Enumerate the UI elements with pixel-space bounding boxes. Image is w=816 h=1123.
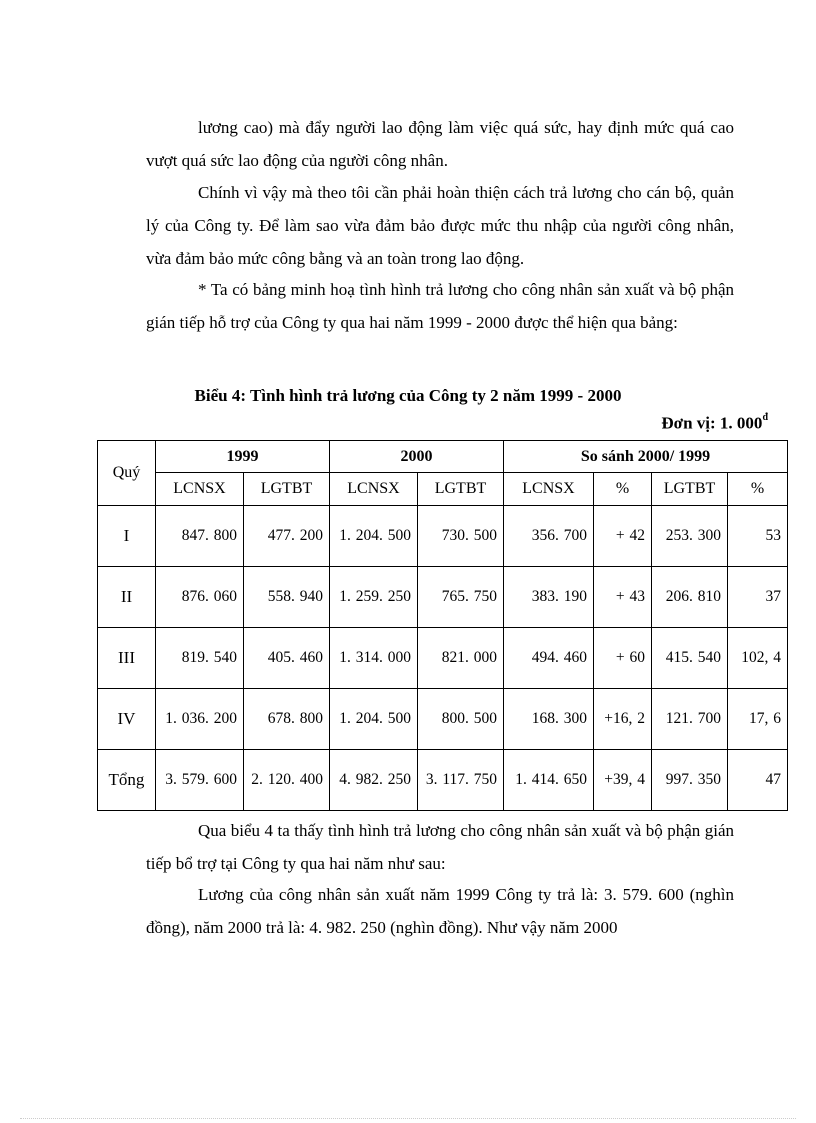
- paragraph-continuation: [146, 111, 734, 177]
- row-label: II: [98, 567, 156, 628]
- paragraph-table-intro: [146, 273, 734, 339]
- table-row: [98, 506, 788, 567]
- table-cell: 102, 4: [728, 628, 788, 689]
- subheader-lgtbt-2000: LGTBT: [418, 473, 504, 506]
- group-header-1999: 1999: [156, 441, 330, 473]
- row-label: III: [98, 628, 156, 689]
- table-cell: 2. 120. 400: [244, 750, 330, 811]
- subheader-lcnsx-diff: LCNSX: [504, 473, 594, 506]
- quarter-header: Quý: [98, 441, 156, 506]
- table-cell: + 42: [594, 506, 652, 567]
- table-cell: 405. 460: [244, 628, 330, 689]
- table-header-row: [98, 441, 788, 473]
- table-unit: [661, 408, 768, 436]
- table-cell: 847. 800: [156, 506, 244, 567]
- group-header-2000: 2000: [330, 441, 504, 473]
- paragraph-text: Qua biểu 4 ta thấy tình hình trả lương cho công nhân sản xuất và bộ phận gián tiếp bổ trợ tại Công ty qua hai năm như sau:: [146, 821, 734, 873]
- table-cell: 1. 204. 500: [330, 506, 418, 567]
- table-row: [98, 628, 788, 689]
- table-cell: + 43: [594, 567, 652, 628]
- table-cell: 477. 200: [244, 506, 330, 567]
- subheader-lgtbt-diff: LGTBT: [652, 473, 728, 506]
- table-cell: 1. 314. 000: [330, 628, 418, 689]
- subheader-lgtbt-pct: %: [728, 473, 788, 506]
- table-cell: 47: [728, 750, 788, 811]
- group-header-comparison: So sánh 2000/ 1999: [504, 441, 788, 473]
- table-cell: 383. 190: [504, 567, 594, 628]
- row-label: I: [98, 506, 156, 567]
- table-cell: 206. 810: [652, 567, 728, 628]
- table-row: [98, 567, 788, 628]
- table-cell: 821. 000: [418, 628, 504, 689]
- table-cell: 415. 540: [652, 628, 728, 689]
- table-cell: 765. 750: [418, 567, 504, 628]
- table-cell: 494. 460: [504, 628, 594, 689]
- paragraph-text: Lương của công nhân sản xuất năm 1999 Công ty trả là: 3. 579. 600 (nghìn đồng), năm 2000 trả là: 4. 982. 250 (nghìn đồng). Như vậy năm 2000: [146, 885, 734, 937]
- paragraph-analysis: [146, 814, 734, 880]
- table-cell: 121. 700: [652, 689, 728, 750]
- subheader-lcnsx-2000: LCNSX: [330, 473, 418, 506]
- paragraph-text: * Ta có bảng minh hoạ tình hình trả lương cho công nhân sản xuất và bộ phận gián tiếp hỗ trợ của Công ty qua hai năm 1999 - 2000 được thể hiện qua bảng:: [146, 280, 734, 332]
- table-cell: +39, 4: [594, 750, 652, 811]
- table-cell: 1. 414. 650: [504, 750, 594, 811]
- table-row-total: [98, 750, 788, 811]
- paragraph-text: lương cao) mà đẩy người lao động làm việc quá sức, hay định mức quá cao vượt quá sức lao động của người công nhân.: [146, 118, 734, 170]
- row-label: IV: [98, 689, 156, 750]
- table-cell: 4. 982. 250: [330, 750, 418, 811]
- table-cell: 997. 350: [652, 750, 728, 811]
- unit-text: Đơn vị: 1. 000: [661, 413, 763, 433]
- table-cell: 3. 117. 750: [418, 750, 504, 811]
- table-cell: + 60: [594, 628, 652, 689]
- subheader-lcnsx-pct: %: [594, 473, 652, 506]
- table-cell: 1. 204. 500: [330, 689, 418, 750]
- paragraph-salary-detail: [146, 878, 734, 944]
- paragraph-text: Chính vì vậy mà theo tôi cần phải hoàn thiện cách trả lương cho cán bộ, quản lý của Công ty. Để làm sao vừa đảm bảo được mức thu nhập của người công nhân, vừa đảm bảo mức công bằng và an toàn trong lao động.: [146, 183, 734, 268]
- page-bottom-divider: [20, 1118, 796, 1119]
- table-cell: 168. 300: [504, 689, 594, 750]
- table-cell: 876. 060: [156, 567, 244, 628]
- row-label: Tổng: [98, 750, 156, 811]
- table-cell: 819. 540: [156, 628, 244, 689]
- table-cell: 730. 500: [418, 506, 504, 567]
- table-cell: 678. 800: [244, 689, 330, 750]
- table-title: Biểu 4: Tình hình trả lương của Công ty 2 năm 1999 - 2000: [194, 386, 622, 405]
- table-cell: 37: [728, 567, 788, 628]
- subheader-lgtbt-1999: LGTBT: [244, 473, 330, 506]
- table-cell: 3. 579. 600: [156, 750, 244, 811]
- table-cell: 53: [728, 506, 788, 567]
- table-cell: 1. 036. 200: [156, 689, 244, 750]
- table-cell: 356. 700: [504, 506, 594, 567]
- table-cell: +16, 2: [594, 689, 652, 750]
- unit-superscript: đ: [762, 412, 768, 423]
- table-cell: 253. 300: [652, 506, 728, 567]
- paragraph-improvement: [146, 176, 734, 275]
- table-cell: 17, 6: [728, 689, 788, 750]
- table-row: [98, 689, 788, 750]
- subheader-lcnsx-1999: LCNSX: [156, 473, 244, 506]
- table-subheader-row: [98, 473, 788, 506]
- table-cell: 1. 259. 250: [330, 567, 418, 628]
- table-cell: 558. 940: [244, 567, 330, 628]
- salary-table: [97, 440, 788, 811]
- table-cell: 800. 500: [418, 689, 504, 750]
